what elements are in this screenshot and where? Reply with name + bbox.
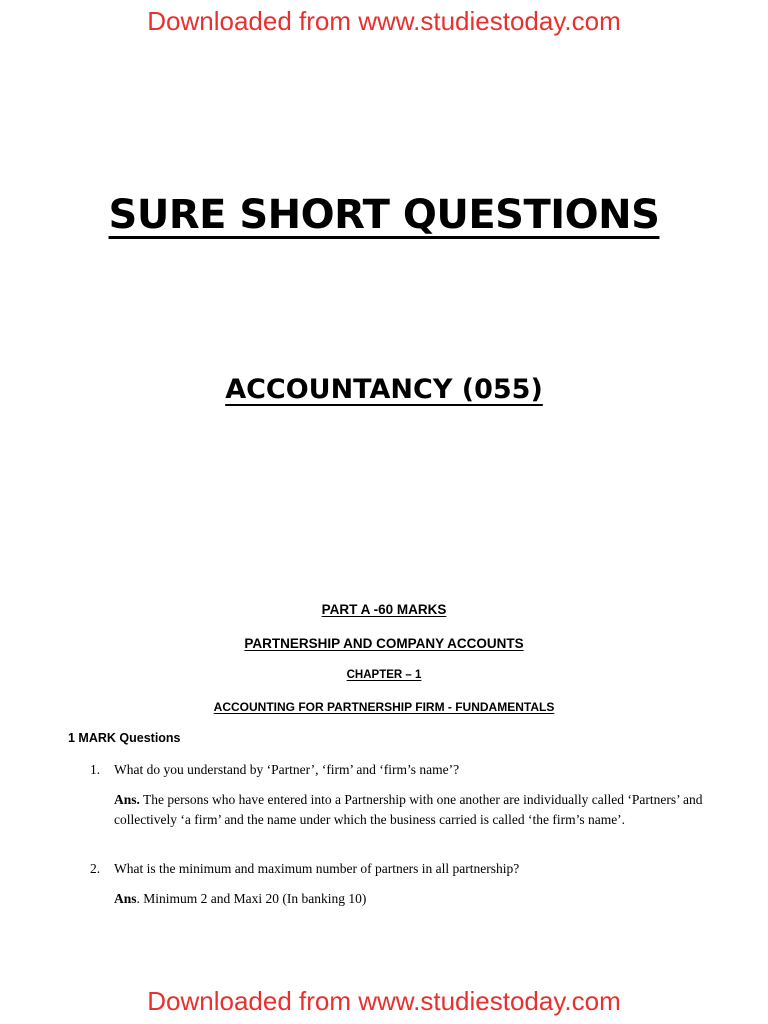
question-number: 1. (90, 762, 101, 777)
answer-item-1 (114, 790, 704, 830)
answer-item-2 (114, 889, 704, 909)
question-item-1 (90, 760, 710, 780)
questions-heading: 1 MARK Questions (68, 731, 181, 745)
chapter-heading-text: CHAPTER – 1 (346, 669, 422, 681)
question-text: What do you understand by ‘Partner’, ‘firm’ and ‘firm’s name’? (114, 762, 460, 777)
section-heading (0, 636, 768, 651)
subject-heading-text: ACCOUNTANCY (055) (225, 374, 543, 405)
answer-text: The persons who have entered into a Partnership with one another are individually called ‘Partners’ and collectively ‘a firm’ and the name under which the business carried is called ‘the firm’s name’. (114, 792, 703, 827)
question-item-2 (90, 859, 710, 879)
section-heading-text: PARTNERSHIP AND COMPANY ACCOUNTS (244, 636, 524, 651)
subject-heading (0, 374, 768, 405)
part-heading (0, 602, 768, 617)
chapter-heading (0, 669, 768, 681)
question-text: What is the minimum and maximum number of partners in all partnership? (114, 861, 520, 876)
answer-label: Ans. (114, 792, 140, 807)
topic-heading (0, 700, 768, 714)
question-number: 2. (90, 861, 101, 876)
topic-heading-text: ACCOUNTING FOR PARTNERSHIP FIRM - FUNDAMENTALS (213, 700, 555, 714)
answer-label: Ans (114, 891, 137, 906)
watermark-top[interactable]: Downloaded from www.studiestoday.com (147, 6, 621, 36)
answer-text: . Minimum 2 and Maxi 20 (In banking 10) (136, 891, 367, 906)
part-heading-text: PART A -60 MARKS (321, 602, 447, 617)
document-title (0, 192, 768, 238)
watermark-bottom[interactable]: Downloaded from www.studiestoday.com (147, 986, 621, 1016)
document-title-text: SURE SHORT QUESTIONS (108, 192, 660, 238)
